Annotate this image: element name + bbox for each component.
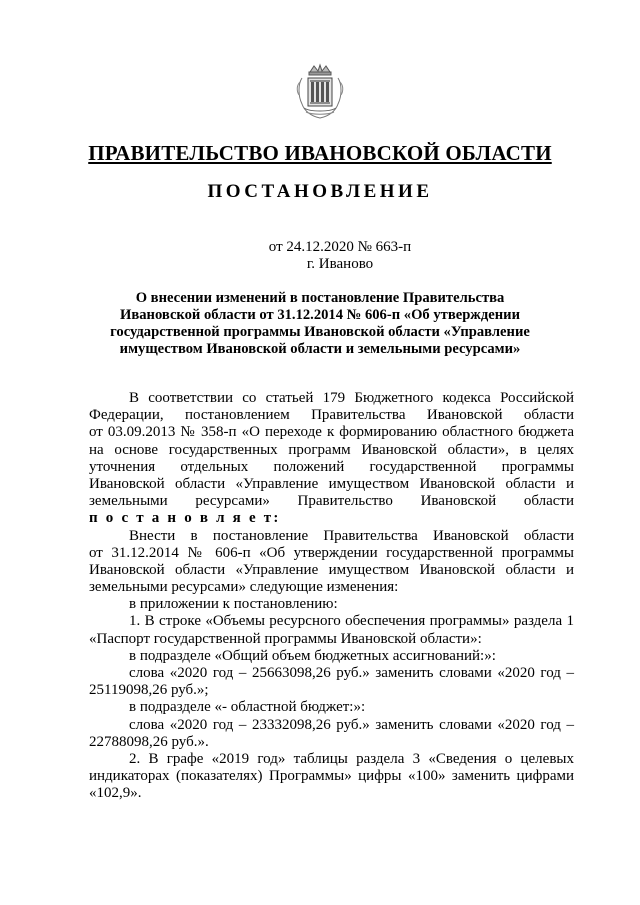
body-line: от 31.12.2014 № 606-п «Об утверждении государственной программы [89,544,574,561]
body-line: в подразделе «- областной бюджет:»: [129,699,366,716]
body-line: на основе государственных программ Ивановской области», в целях [89,441,574,458]
subject-line: О внесении изменений в постановление Правительства [135,290,505,306]
body-line: Федерации, постановлением Правительства Ивановской области [89,407,574,424]
body-line: индикаторах (показателях) Программы» цифры «100» заменить цифрами [89,768,574,785]
subject-line: государственной программы Ивановской области «Управление [110,324,530,340]
document-date-number: от 24.12.2020 № 663-п [268,239,412,255]
body-line: от 03.09.2013 № 358-п «О переходе к формированию областного бюджета [89,424,574,441]
body-line: 1. В строке «Объемы ресурсного обеспечения программы» раздела 1 [129,613,574,630]
body-line: земельными ресурсами» Правительство Ивановской области [89,493,574,510]
body-line: слова «2020 год – 23332098,26 руб.» заменить словами «2020 год – [129,716,574,733]
body-line: уточнения отдельных положений государственной программы [89,458,574,475]
body-line: 2. В графе «2019 год» таблицы раздела 3 «Сведения о целевых [129,750,574,767]
body-line: слова «2020 год – 25663098,26 руб.» заменить словами «2020 год – [129,665,574,681]
body-line: Ивановской области «Управление имуществом Ивановской области и [89,561,574,578]
body-line: Внести в постановление Правительства Ивановской области [129,527,574,544]
body-line: «102,9». [89,785,142,802]
government-title: ПРАВИТЕЛЬСТВО ИВАНОВСКОЙ ОБЛАСТИ [88,141,552,165]
subject-line: имуществом Ивановской области и земельными ресурсами» [119,341,521,357]
body-line: «Паспорт государственной программы Ивановской области»: [89,630,482,647]
document-city: г. Иваново [306,256,374,272]
body-line: в подразделе «Общий объем бюджетных ассигнований:»: [129,647,496,664]
body-line: В соответствии со статьей 179 Бюджетного кодекса Российской [129,390,574,406]
subject-line: Ивановской области от 31.12.2014 № 606-п «Об утверждении [120,307,520,323]
body-line: 22788098,26 руб.». [89,733,209,750]
body-line: Ивановской области «Управление имуществом Ивановской области и [89,475,574,492]
body-line: земельными ресурсами» следующие изменения: [89,579,399,596]
document-type: ПОСТАНОВЛЕНИЕ [207,181,433,202]
decree-word: п о с т а н о в л я е т: [89,510,281,527]
body-line: 25119098,26 руб.»; [89,682,209,699]
coat-of-arms-icon [296,62,344,120]
document-body [89,390,574,803]
body-line: в приложении к постановлению: [129,596,338,613]
document-subject [110,290,530,358]
